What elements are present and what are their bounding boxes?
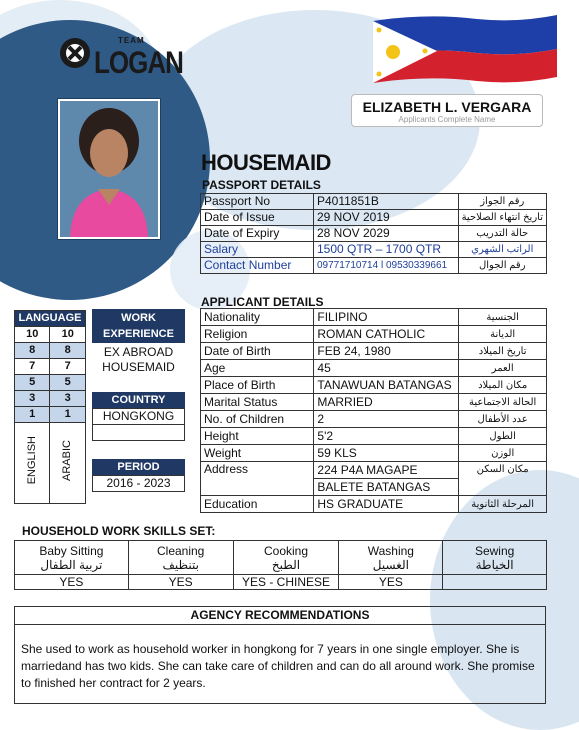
skill-value: YES - CHINESE xyxy=(233,575,339,590)
applicant-name-box xyxy=(351,94,543,127)
work-experience-line2: HOUSEMAID xyxy=(102,360,175,374)
row-label: Education xyxy=(201,496,314,513)
passport-details-heading: PASSPORT DETAILS xyxy=(202,178,321,192)
applicant-photo xyxy=(58,99,160,239)
table-row xyxy=(15,407,86,423)
table-row xyxy=(201,394,547,411)
table-row xyxy=(15,391,86,407)
table-row xyxy=(201,343,547,360)
country-value: HONGKONG xyxy=(92,408,185,425)
language-heading: LANGUAGE xyxy=(15,311,86,327)
arabic-level: 3 xyxy=(50,391,86,407)
row-arabic: رقم الجواز xyxy=(458,194,546,210)
table-row xyxy=(201,445,547,462)
table-row xyxy=(201,194,547,210)
table-row xyxy=(201,377,547,394)
skill-name: Baby Sitting xyxy=(39,543,104,558)
table-row xyxy=(201,210,547,226)
row-arabic: الراتب الشهري xyxy=(458,242,546,258)
skill-value: YES xyxy=(128,575,233,590)
row-arabic: الديانة xyxy=(459,326,547,343)
skill-arabic: الخياطة xyxy=(475,557,514,572)
applicant-details-table xyxy=(200,308,547,513)
philippines-flag-icon xyxy=(367,13,560,85)
table-row xyxy=(15,359,86,375)
recommendations-heading: AGENCY RECOMMENDATIONS xyxy=(15,607,545,625)
x-mark-icon xyxy=(65,43,85,63)
language-table xyxy=(14,310,86,504)
table-row xyxy=(201,462,547,479)
skill-value: YES xyxy=(339,575,443,590)
table-row xyxy=(201,326,547,343)
english-level: 1 xyxy=(15,407,50,423)
row-label: Height xyxy=(201,428,314,445)
row-label: Nationality xyxy=(201,309,314,326)
row-value: BALETE BATANGAS xyxy=(314,479,459,496)
row-label: Address xyxy=(201,462,314,496)
table-row xyxy=(201,360,547,377)
table-row xyxy=(15,423,86,504)
row-label: Marital Status xyxy=(201,394,314,411)
row-value: 28 NOV 2029 xyxy=(313,226,458,242)
applicant-name: ELIZABETH L. VERGARA xyxy=(362,99,532,115)
skill-arabic: الغسيل xyxy=(372,557,409,572)
row-arabic: عدد الأطفال xyxy=(459,411,547,428)
row-label: Date of Birth xyxy=(201,343,314,360)
recommendations-text: She used to work as household worker in hongkong for 7 years in one single employer. She is marriedand has two kids. She can take care of children and can do all around work. She promise to finished her contract for 2 years. xyxy=(21,642,535,690)
table-row xyxy=(15,343,86,359)
english-label: ENGLISH xyxy=(25,436,38,485)
arabic-level: 1 xyxy=(50,407,86,423)
row-arabic: المرحلة الثانوية xyxy=(459,496,547,513)
english-level: 5 xyxy=(15,375,50,391)
arabic-level: 5 xyxy=(50,375,86,391)
skills-heading: HOUSEHOLD WORK SKILLS SET: xyxy=(22,524,216,538)
table-row xyxy=(15,327,86,343)
english-level: 3 xyxy=(15,391,50,407)
period-value: 2016 - 2023 xyxy=(92,475,185,492)
row-arabic: تاريخ الميلاد xyxy=(459,343,547,360)
row-value: 45 xyxy=(314,360,459,377)
applicant-details-heading: APPLICANT DETAILS xyxy=(201,295,324,309)
row-arabic: الجنسية xyxy=(459,309,547,326)
skills-table xyxy=(14,540,547,590)
row-arabic: رقم الجوال xyxy=(458,258,546,274)
row-label: Contact Number xyxy=(201,258,314,274)
skill-name: Washing xyxy=(367,543,414,558)
table-row xyxy=(15,375,86,391)
table-row xyxy=(201,428,547,445)
arabic-label: ARABIC xyxy=(61,440,74,481)
skill-name: Cooking xyxy=(264,543,309,558)
row-value: ROMAN CATHOLIC xyxy=(314,326,459,343)
row-arabic: الحالة الاجتماعية xyxy=(459,394,547,411)
skill-name: Sewing xyxy=(474,543,515,558)
row-arabic: تاريخ انتهاء الصلاحية xyxy=(458,210,546,226)
row-label: Weight xyxy=(201,445,314,462)
row-value: 2 xyxy=(314,411,459,428)
row-value: 59 KLS xyxy=(314,445,459,462)
period-box xyxy=(92,459,185,493)
row-arabic: مكان الميلاد xyxy=(459,377,547,394)
skill-arabic: تربية الطفال xyxy=(40,557,103,572)
skill-name: Cleaning xyxy=(156,543,205,558)
table-row xyxy=(15,575,547,590)
row-value: TANAWUAN BATANGAS xyxy=(314,377,459,394)
row-label: Place of Birth xyxy=(201,377,314,394)
row-value: 224 P4A MAGAPE xyxy=(314,462,459,479)
row-arabic: حالة التدريب xyxy=(458,226,546,242)
row-value: 29 NOV 2019 xyxy=(313,210,458,226)
table-row xyxy=(201,258,547,274)
skill-arabic: الطبخ xyxy=(271,557,301,572)
agency-recommendations-box xyxy=(14,606,546,704)
row-label: Date of Expiry xyxy=(201,226,314,242)
arabic-level: 8 xyxy=(50,343,86,359)
row-value: MARRIED xyxy=(314,394,459,411)
passport-table xyxy=(200,193,547,274)
arabic-level: 10 xyxy=(50,327,86,343)
table-row xyxy=(201,226,547,242)
row-label: Date of Issue xyxy=(201,210,314,226)
country-box xyxy=(92,392,185,440)
row-label: No. of Children xyxy=(201,411,314,428)
english-level: 8 xyxy=(15,343,50,359)
english-level: 7 xyxy=(15,359,50,375)
row-label: Age xyxy=(201,360,314,377)
row-label: Salary xyxy=(201,242,314,258)
table-row xyxy=(15,541,547,575)
table-row xyxy=(201,411,547,428)
job-title: HOUSEMAID xyxy=(201,150,331,175)
row-label: Passport No xyxy=(201,194,314,210)
row-label: Religion xyxy=(201,326,314,343)
work-experience-box xyxy=(92,309,185,375)
logo-name-text: LOGAN xyxy=(94,44,183,80)
arabic-level: 7 xyxy=(50,359,86,375)
row-arabic: الطول xyxy=(459,428,547,445)
row-value: 1500 QTR – 1700 QTR xyxy=(313,242,458,258)
row-value: P4011851B xyxy=(313,194,458,210)
skill-arabic: بتنظيف xyxy=(162,557,199,572)
row-arabic: مكان السكن xyxy=(459,462,547,496)
english-level: 10 xyxy=(15,327,50,343)
row-value: 5'2 xyxy=(314,428,459,445)
row-value: FEB 24, 1980 xyxy=(314,343,459,360)
country-heading: COUNTRY xyxy=(92,392,185,408)
table-row xyxy=(201,242,547,258)
work-experience-line1: EX ABROAD xyxy=(103,345,174,359)
team-logan-logo xyxy=(60,36,183,80)
skill-value xyxy=(443,575,547,590)
table-row xyxy=(201,309,547,326)
logo-team-text: TEAM xyxy=(118,36,145,45)
table-row xyxy=(201,496,547,513)
row-value: HS GRADUATE xyxy=(314,496,459,513)
work-experience-heading: WORK EXPERIENCE xyxy=(92,309,185,343)
row-value: 09771710714 l 09530339661 xyxy=(313,258,458,274)
period-heading: PERIOD xyxy=(92,459,185,475)
row-arabic: العمر xyxy=(459,360,547,377)
applicant-name-caption: Applicants Complete Name xyxy=(398,115,496,124)
row-arabic: الوزن xyxy=(459,445,547,462)
skill-value: YES xyxy=(15,575,129,590)
row-value: FILIPINO xyxy=(314,309,459,326)
